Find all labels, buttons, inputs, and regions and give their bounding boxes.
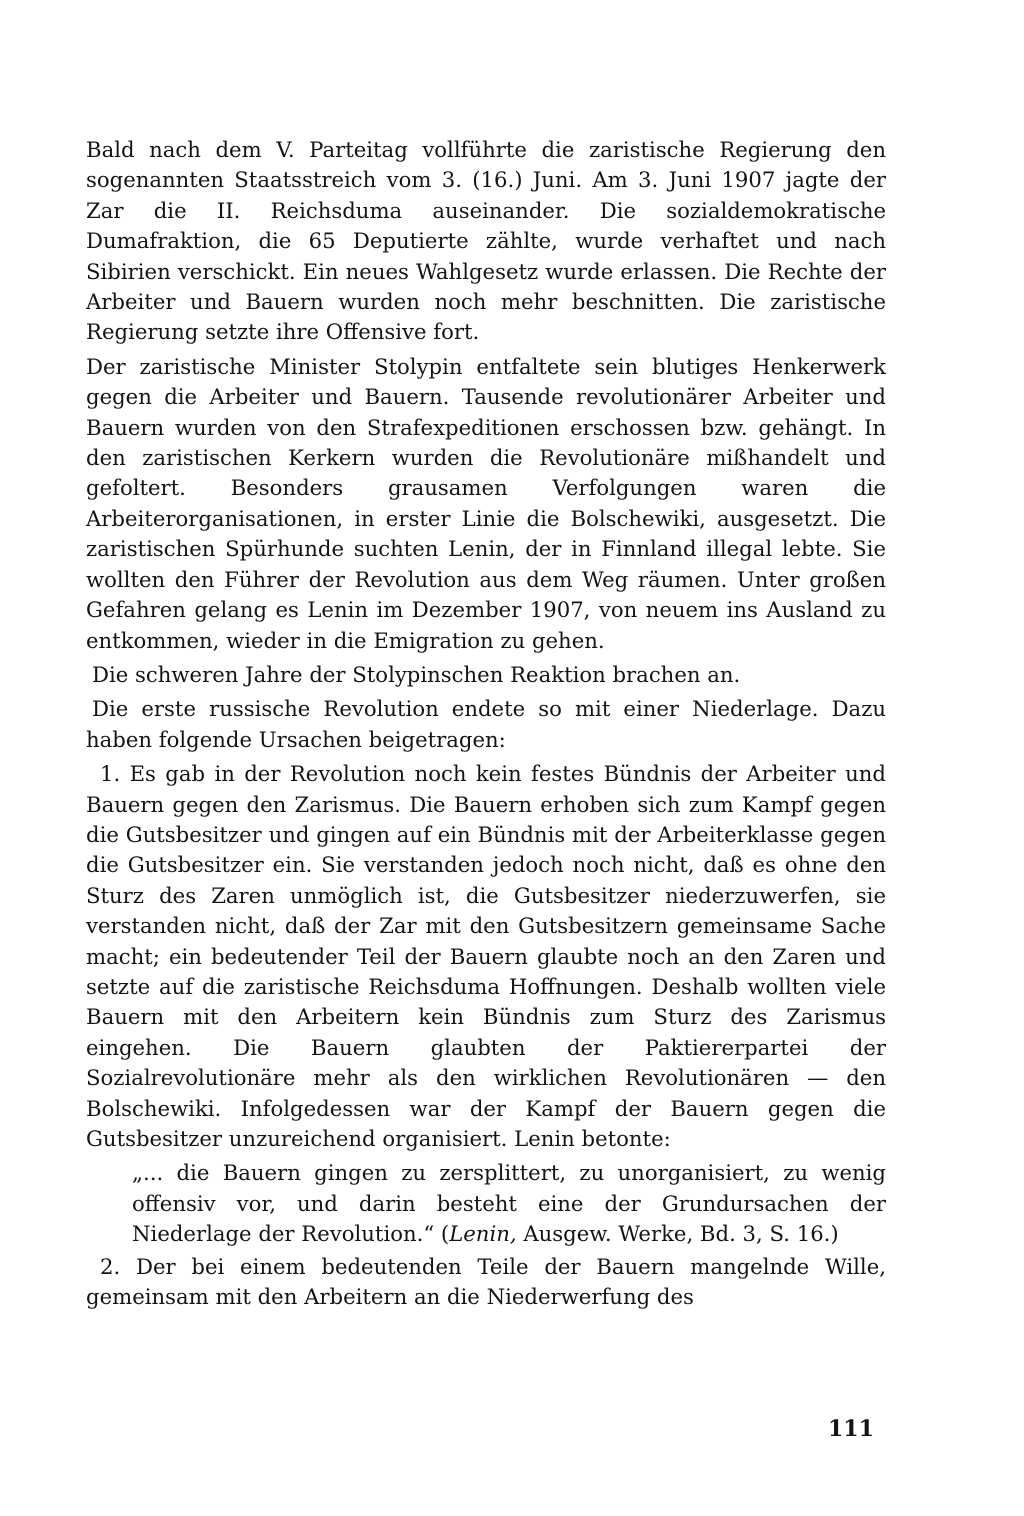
list-item-2: 2. Der bei einem bedeutenden Teile der Bauern mangelnde Wille, gemeinsam mit den Arbeitern an die Niederwerfung des bbox=[86, 1253, 886, 1310]
lenin-quote bbox=[132, 1158, 886, 1249]
paragraph-niederlage: Die erste russische Revolution endete so mit einer Niederlage. Dazu haben folgende Ursachen beigetragen: bbox=[86, 696, 886, 752]
quote-source: Ausgew. Werke, Bd. 3, S. 16.) bbox=[516, 1221, 839, 1247]
page-number: 111 bbox=[828, 1416, 874, 1442]
list-item-1: 1. Es gab in der Revolution noch kein festes Bündnis der Arbeiter und Bauern gegen den Zarismus. Die Bauern erhoben sich zum Kampf gegen die Gutsbesitzer und gingen auf ein Bündnis mit der Arbeiterklasse gegen die Gutsbesitzer ein. Sie verstanden jedoch noch nicht, daß es ohne den Sturz des Zaren unmöglich ist, die Gutsbesitzer niederzuwerfen, sie verstanden nicht, daß der Zar mit den Gutsbesitzern gemeinsame Sache macht; ein bedeutender Teil der Bauern glaubte noch an den Zaren und setzte auf die zaristische Reichsduma Hoffnungen. Deshalb wollten viele Bauern mit den Arbeitern kein Bündnis zum Sturz des Zarismus eingehen. Die Bauern glaubten der Paktiererpartei der Sozialrevolutionäre mehr als den wirklichen Revolutionären — den Bolschewiki. Infolgedessen war der Kampf der Bauern gegen die Gutsbesitzer unzureichend organisiert. Lenin betonte: bbox=[86, 761, 886, 1151]
paragraph-staatsstreich: Bald nach dem V. Parteitag vollführte die zaristische Regierung den sogenannten Staatsstreich vom 3. (16.) Juni. Am 3. Juni 1907 jagte der Zar die II. Reichsduma auseinander. Die sozialdemokratische Dumafraktion, die 65 Deputierte zählte, wurde verhaftet und nach Sibirien verschickt. Ein neues Wahlgesetz wurde erlassen. Die Rechte der Arbeiter und Bauern wurden noch mehr beschnitten. Die zaristische Regierung setzte ihre Offensive fort. bbox=[86, 137, 886, 345]
body-text bbox=[86, 135, 886, 1312]
paragraph-reaktion: Die schweren Jahre der Stolypinschen Reaktion brachen an. bbox=[92, 661, 741, 687]
quote-author: Lenin, bbox=[449, 1221, 517, 1247]
quote-text: „... die Bauern gingen zu zersplittert, zu unorganisiert, zu wenig offensiv vor, und darin besteht eine der Grundursachen der Niederlage der Revolution.“ ( bbox=[132, 1160, 886, 1247]
paragraph-stolypin: Der zaristische Minister Stolypin entfaltete sein blutiges Henkerwerk gegen die Arbeiter und Bauern. Tausende revolutionärer Arbeiter und Bauern wurden von den Strafexpeditionen erschossen bzw. gehängt. In den zaristischen Kerkern wurden die Revolutionäre mißhandelt und gefoltert. Besonders grausamen Verfolgungen waren die Arbeiterorganisationen, in erster Linie die Bolschewiki, ausgesetzt. Die zaristischen Spürhunde suchten Lenin, der in Finnland illegal lebte. Sie wollten den Führer der Revolution aus dem Weg räumen. Unter großen Gefahren gelang es Lenin im Dezember 1907, von neuem ins Ausland zu entkommen, wieder in die Emigration zu gehen. bbox=[86, 353, 886, 653]
